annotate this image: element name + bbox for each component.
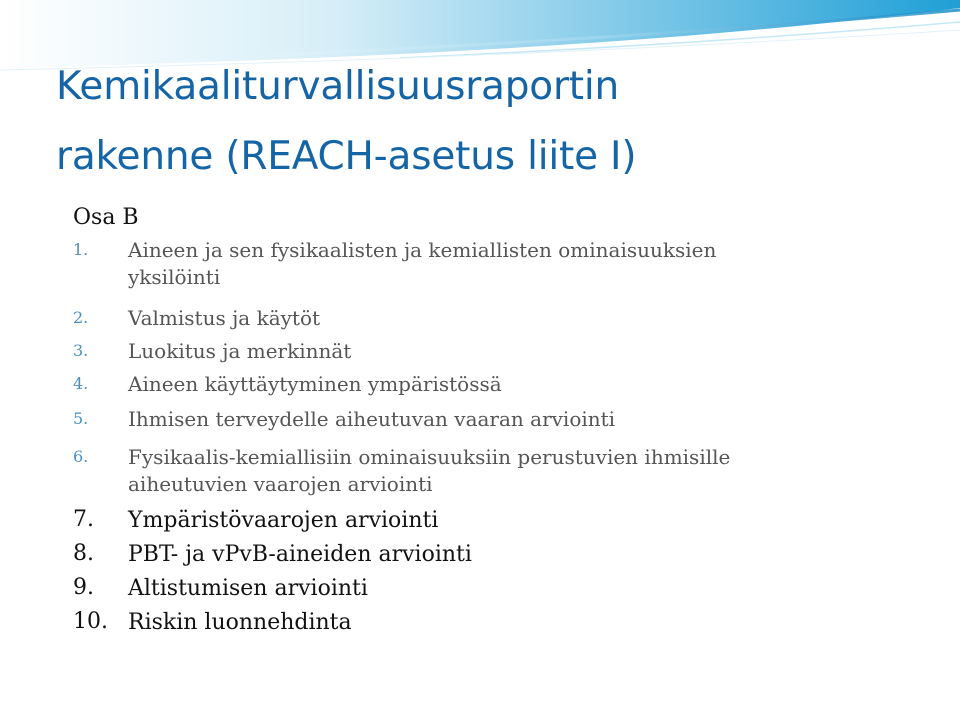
list-item-number: 5.: [73, 409, 89, 428]
list-item-text: Fysikaalis-kemiallisiin ominaisuuksiin perustuvien ihmisille aiheutuvien vaarojen arviointi: [128, 445, 731, 496]
list-item-number: 8.: [73, 541, 94, 566]
list-item-text: Altistumisen arviointi: [128, 576, 368, 601]
list-item-number: 2.: [73, 308, 89, 327]
list-item-number: 4.: [73, 374, 89, 393]
slide-title-line-1: Kemikaaliturvallisuusraportin: [56, 64, 620, 109]
list-item-text: Riskin luonnehdinta: [128, 610, 352, 635]
list-item-text: Valmistus ja käytöt: [128, 306, 321, 330]
list-item-number: 6.: [73, 447, 89, 466]
list-item-number: 10.: [73, 609, 108, 634]
list-item-number: 1.: [73, 240, 89, 259]
list-item-text: PBT- ja vPvB-aineiden arviointi: [128, 542, 472, 567]
list-item-text: Ympäristövaarojen arviointi: [128, 508, 439, 533]
list-item-number: 7.: [73, 507, 94, 532]
list-item-text: Aineen ja sen fysikaalisten ja kemiallisten ominaisuuksien yksilöinti: [128, 238, 717, 289]
list-item-text: Ihmisen terveydelle aiheutuvan vaaran arviointi: [128, 407, 616, 431]
section-label: Osa B: [73, 205, 139, 230]
list-item-text: Luokitus ja merkinnät: [128, 339, 352, 363]
list-item-text: Aineen käyttäytyminen ympäristössä: [128, 372, 502, 396]
list-item-number: 3.: [73, 341, 89, 360]
list-item-number: 9.: [73, 575, 94, 600]
slide-title-line-2: rakenne (REACH-asetus liite I): [56, 134, 637, 179]
